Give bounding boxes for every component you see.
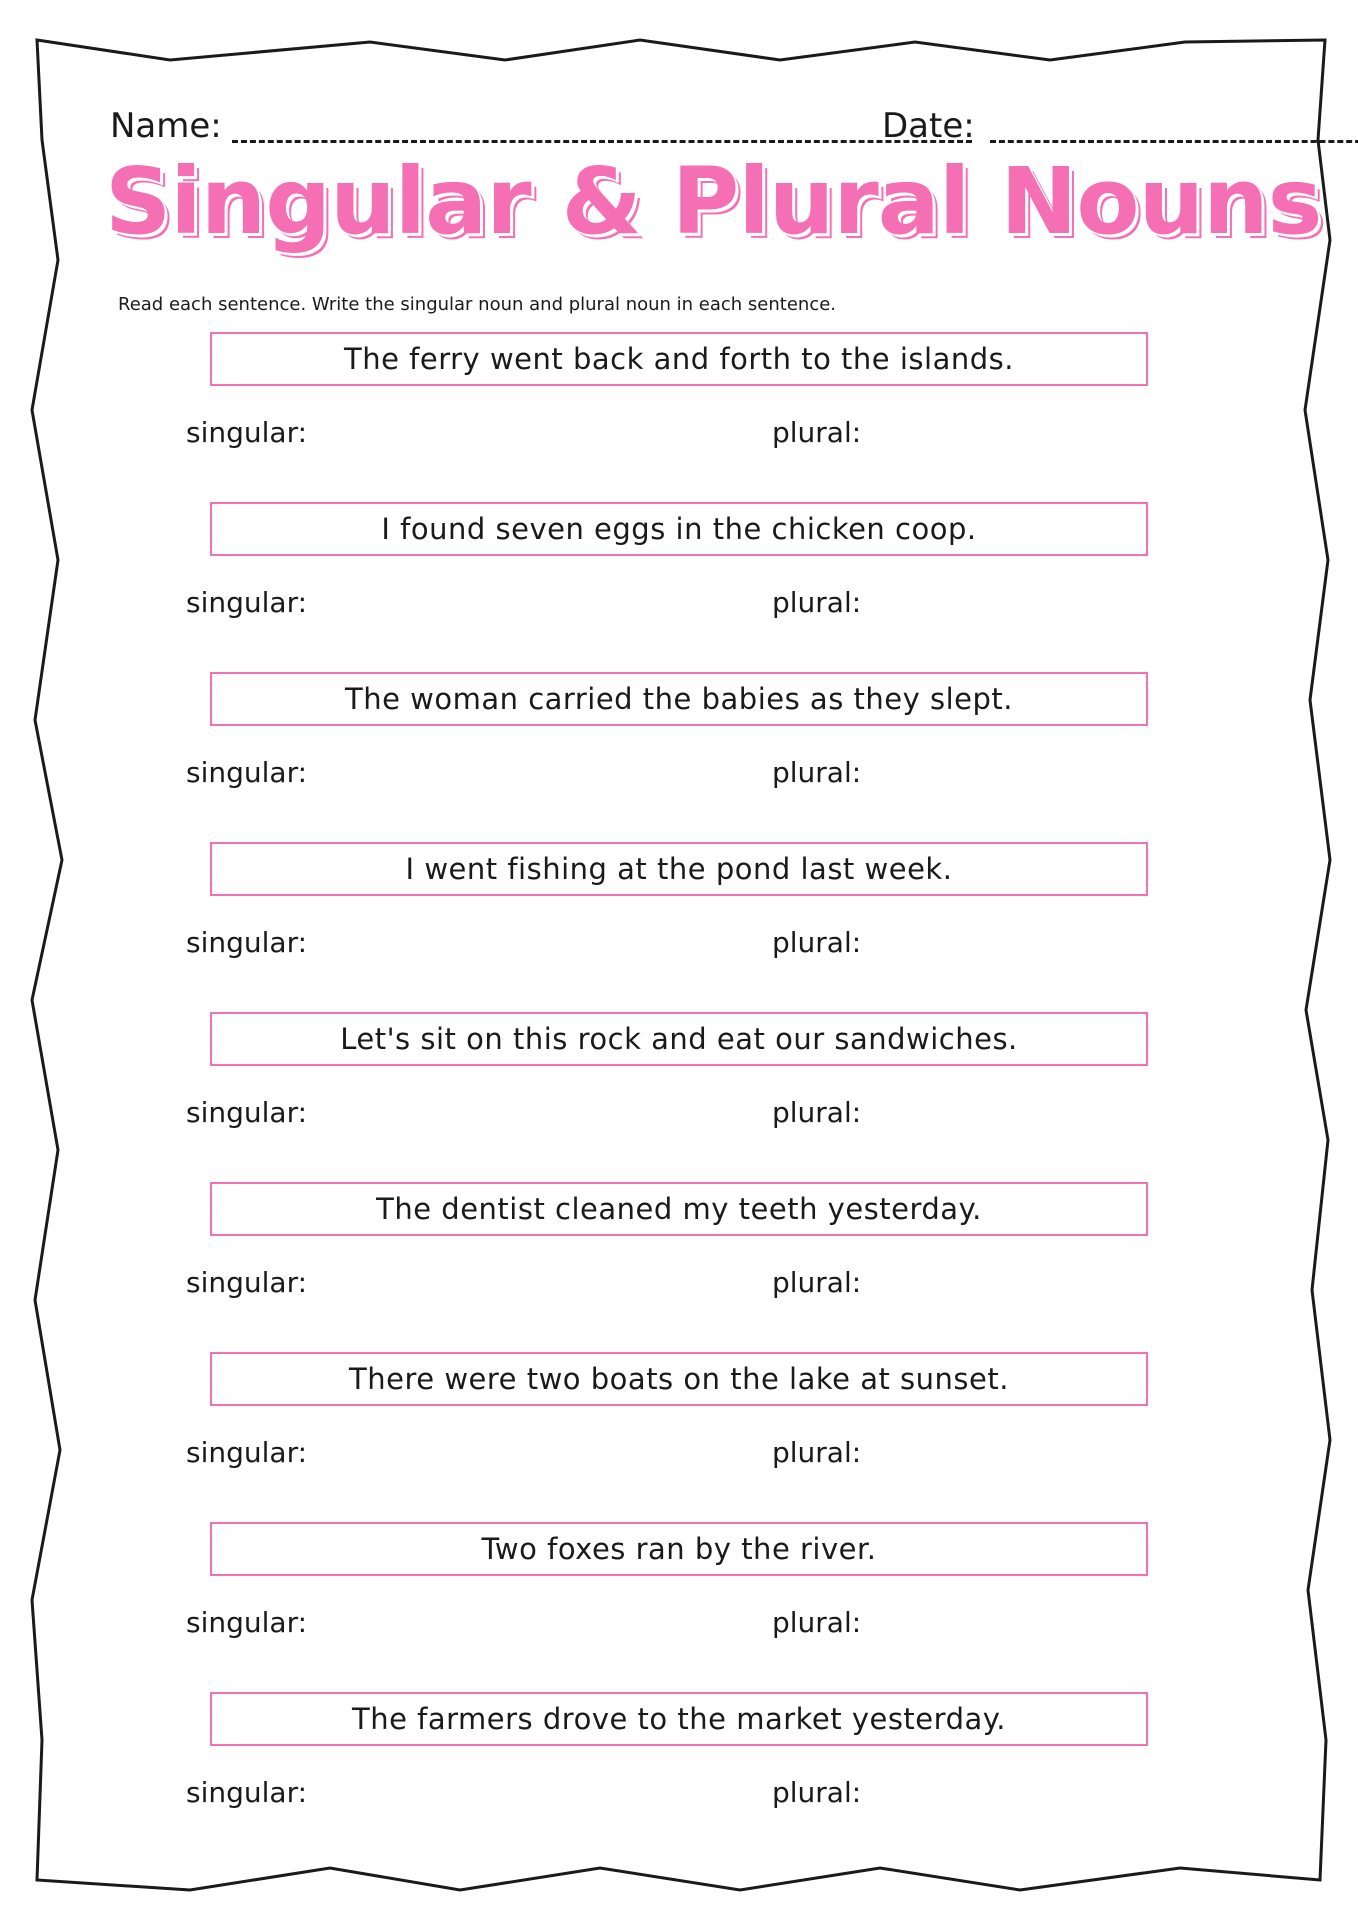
singular-answer-label[interactable]: singular: bbox=[186, 1776, 308, 1809]
plural-answer-label[interactable]: plural: bbox=[772, 1776, 862, 1809]
singular-answer-label[interactable]: singular: bbox=[186, 586, 308, 619]
plural-answer-label[interactable]: plural: bbox=[772, 756, 862, 789]
exercise-list bbox=[0, 332, 1358, 1862]
singular-answer-label[interactable]: singular: bbox=[186, 1266, 308, 1299]
sentence-box: Two foxes ran by the river. bbox=[210, 1522, 1148, 1576]
plural-answer-label[interactable]: plural: bbox=[772, 1436, 862, 1469]
name-date-header bbox=[110, 102, 1270, 150]
plural-answer-label[interactable]: plural: bbox=[772, 1606, 862, 1639]
exercise-item bbox=[0, 672, 1358, 842]
worksheet-title: Singular & Plural Nouns bbox=[105, 148, 1322, 255]
sentence-box: The ferry went back and forth to the islands. bbox=[210, 332, 1148, 386]
plural-answer-label[interactable]: plural: bbox=[772, 416, 862, 449]
plural-answer-label[interactable]: plural: bbox=[772, 1096, 862, 1129]
instructions: Read each sentence. Write the singular noun and plural noun in each sentence. bbox=[118, 294, 837, 315]
sentence-box: I went fishing at the pond last week. bbox=[210, 842, 1148, 896]
name-label: Name: bbox=[110, 106, 222, 146]
exercise-item bbox=[0, 1352, 1358, 1522]
singular-answer-label[interactable]: singular: bbox=[186, 1606, 308, 1639]
plural-answer-label[interactable]: plural: bbox=[772, 586, 862, 619]
exercise-item bbox=[0, 842, 1358, 1012]
sentence-box: I found seven eggs in the chicken coop. bbox=[210, 502, 1148, 556]
name-field[interactable] bbox=[232, 140, 972, 143]
exercise-item bbox=[0, 332, 1358, 502]
singular-answer-label[interactable]: singular: bbox=[186, 1096, 308, 1129]
singular-answer-label[interactable]: singular: bbox=[186, 416, 308, 449]
exercise-item bbox=[0, 1182, 1358, 1352]
sentence-box: There were two boats on the lake at sunset. bbox=[210, 1352, 1148, 1406]
singular-answer-label[interactable]: singular: bbox=[186, 756, 308, 789]
plural-answer-label[interactable]: plural: bbox=[772, 1266, 862, 1299]
date-label: Date: bbox=[882, 106, 975, 146]
exercise-item bbox=[0, 502, 1358, 672]
exercise-item bbox=[0, 1692, 1358, 1862]
sentence-box: The farmers drove to the market yesterday. bbox=[210, 1692, 1148, 1746]
sentence-box: The woman carried the babies as they slept. bbox=[210, 672, 1148, 726]
exercise-item bbox=[0, 1012, 1358, 1182]
exercise-item bbox=[0, 1522, 1358, 1692]
plural-answer-label[interactable]: plural: bbox=[772, 926, 862, 959]
sentence-box: Let's sit on this rock and eat our sandwiches. bbox=[210, 1012, 1148, 1066]
singular-answer-label[interactable]: singular: bbox=[186, 926, 308, 959]
date-field[interactable] bbox=[990, 140, 1358, 143]
sentence-box: The dentist cleaned my teeth yesterday. bbox=[210, 1182, 1148, 1236]
singular-answer-label[interactable]: singular: bbox=[186, 1436, 308, 1469]
